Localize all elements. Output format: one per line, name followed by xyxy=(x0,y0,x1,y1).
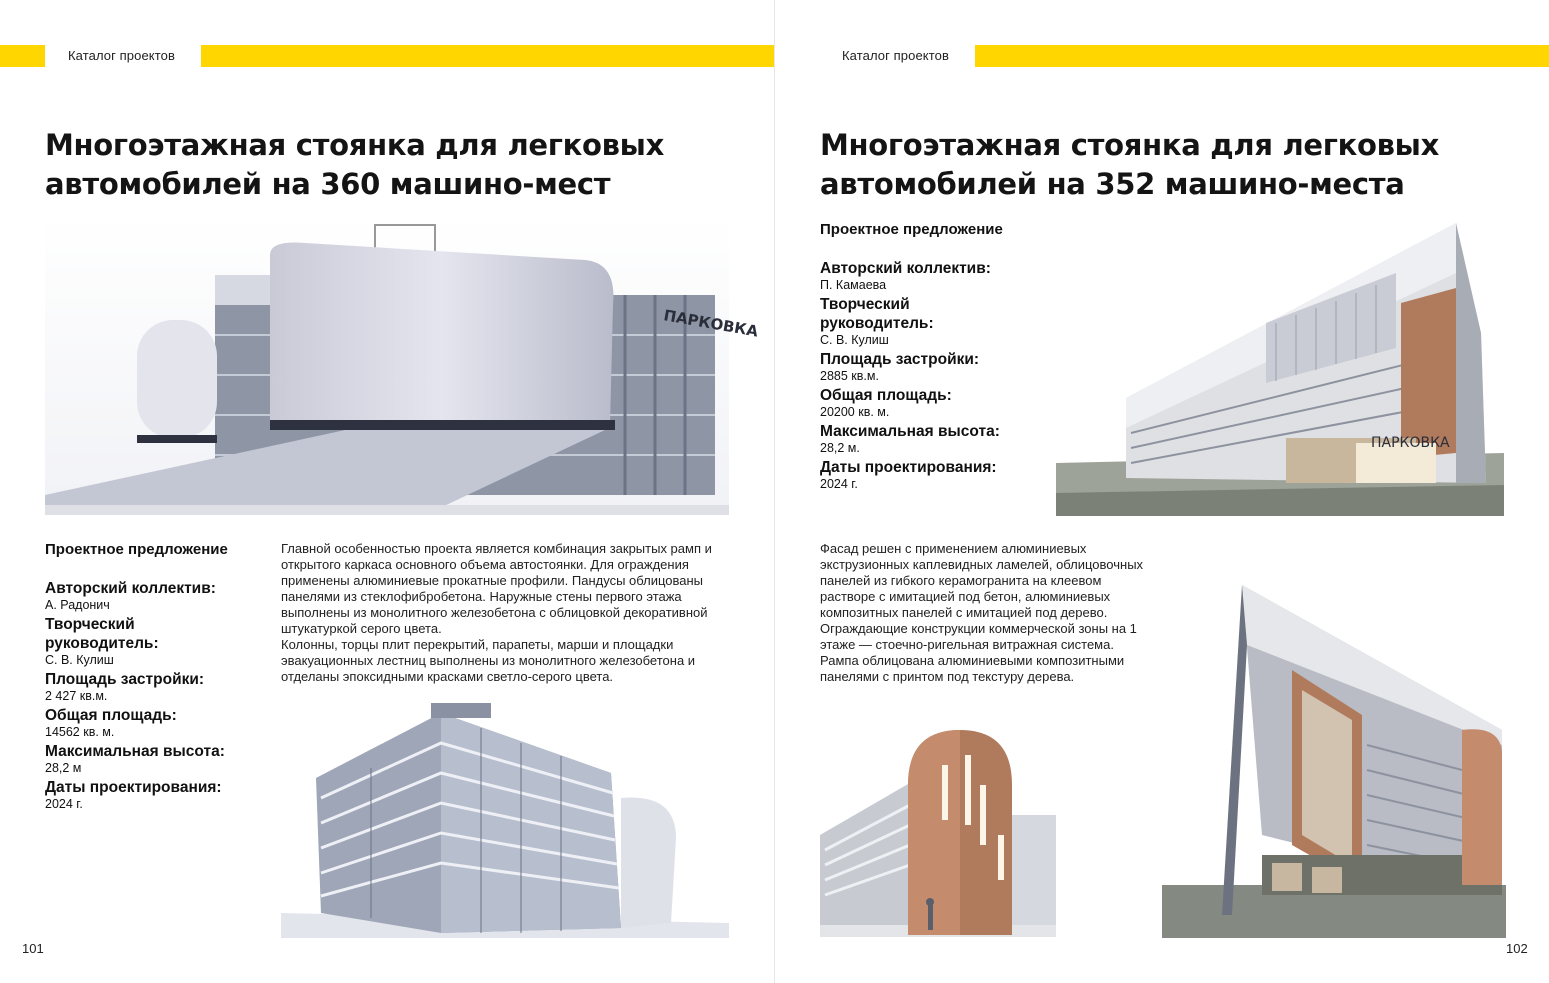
header-accent-bar-short xyxy=(0,45,45,67)
page-title-line-1: Многоэтажная стоянка для легковых xyxy=(820,128,1439,162)
authors-label: Авторский коллектив: xyxy=(820,260,991,277)
lead-label-line-2: руководитель: xyxy=(45,635,159,652)
page-number: 101 xyxy=(22,941,44,956)
lead-value: С. В. Кулиш xyxy=(820,333,889,347)
project-description xyxy=(281,541,731,685)
authors-label: Авторский коллектив: xyxy=(45,580,216,597)
page-title-line-2: автомобилей на 352 машино-места xyxy=(820,167,1405,201)
cylinder-render-image xyxy=(820,725,1056,937)
header-label: Каталог проектов xyxy=(68,48,175,63)
total-area-value: 20200 кв. м. xyxy=(820,405,890,419)
page-title-line-2: автомобилей на 360 машино-мест xyxy=(45,167,611,201)
project-info xyxy=(45,541,275,814)
built-area-label: Площадь застройки: xyxy=(820,351,980,368)
header-label: Каталог проектов xyxy=(842,48,949,63)
hero-render-image xyxy=(45,215,760,515)
hero-render-image xyxy=(1056,213,1504,516)
secondary-render-image xyxy=(281,688,729,938)
hero-render-drawing xyxy=(1056,213,1504,516)
dates-value: 2024 г. xyxy=(45,797,83,811)
height-label: Максимальная высота: xyxy=(45,743,225,760)
right-page xyxy=(775,0,1549,983)
dates-label: Даты проектирования: xyxy=(820,459,997,476)
left-page xyxy=(0,0,774,983)
hero-sign-text: ПАРКОВКА xyxy=(662,306,760,341)
dates-value: 2024 г. xyxy=(820,477,858,491)
authors-value: А. Радонич xyxy=(45,598,110,612)
cylinder-render-drawing xyxy=(820,725,1056,937)
page-title-line-1: Многоэтажная стоянка для легковых xyxy=(45,128,664,162)
total-area-label: Общая площадь: xyxy=(45,707,177,724)
lead-label-line-1: Творческий xyxy=(45,616,135,633)
authors-value: П. Камаева xyxy=(820,278,887,292)
lead-label-line-2: руководитель: xyxy=(820,315,934,332)
page-number: 102 xyxy=(1506,941,1528,956)
header-accent-bar-long xyxy=(975,45,1549,67)
height-label: Максимальная высота: xyxy=(820,423,1000,440)
page-title xyxy=(45,126,664,204)
secondary-render-drawing xyxy=(281,688,729,938)
built-area-value: 2 427 кв.м. xyxy=(45,689,108,703)
corner-render-image xyxy=(1162,585,1506,938)
page-title xyxy=(820,126,1439,204)
description-paragraph-1: Главной особенностью проекта является комбинация закрытых рамп и открытого каркаса основного объема автостоянки. Для ограждения применены алюминиевые прокатные профили. Пандусы облицованы панелями из стеклофибробетона. Наружные стены первого этажа выполнены из монолитного железобетона с облицовкой декоративной штукатуркой серого цвета. xyxy=(281,541,712,636)
lead-value: С. В. Кулиш xyxy=(45,653,114,667)
section-subtitle: Проектное предложение xyxy=(820,221,1003,238)
header-accent-bar-long xyxy=(201,45,774,67)
dates-label: Даты проектирования: xyxy=(45,779,222,796)
total-area-label: Общая площадь: xyxy=(820,387,952,404)
project-description xyxy=(820,541,1150,685)
built-area-label: Площадь застройки: xyxy=(45,671,205,688)
lead-label-line-1: Творческий xyxy=(820,296,910,313)
hero-sign-text: ПАРКОВКА xyxy=(1371,435,1450,451)
description-paragraph-2: Колонны, торцы плит перекрытий, парапеты, марши и площадки эвакуационных лестниц выполнены из монолитного железобетона и отделаны эпоксидными красками светло-серого цвета. xyxy=(281,637,696,684)
hero-render-drawing xyxy=(45,215,760,515)
section-subtitle: Проектное предложение xyxy=(45,541,228,558)
corner-render-drawing xyxy=(1162,585,1506,938)
total-area-value: 14562 кв. м. xyxy=(45,725,115,739)
height-value: 28,2 м. xyxy=(820,441,860,455)
description-paragraph: Фасад решен с применением алюминиевых экструзионных каплевидных ламелей, облицовочных панелей из гибкого керамогранита на клеевом растворе с имитацией под бетон, алюминиевых композитных панелей с имитацией под дерево. Ограждающие конструкции коммерческой зоны на 1 этаже — стоечно-ригельная витражная система. Рампа облицована алюминиевыми композитными панелями с принтом под текстуру дерева. xyxy=(820,541,1144,684)
height-value: 28,2 м xyxy=(45,761,82,775)
built-area-value: 2885 кв.м. xyxy=(820,369,879,383)
project-info xyxy=(820,221,1060,494)
